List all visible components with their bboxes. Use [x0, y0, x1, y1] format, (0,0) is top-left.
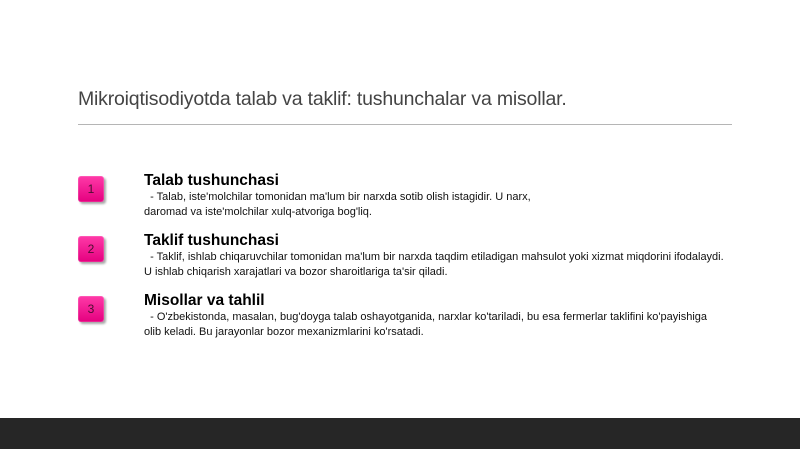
number-badge-label: 3: [87, 302, 95, 316]
item-heading: Taklif tushunchasi: [144, 232, 279, 249]
item-body: - O'zbekistonda, masalan, bug'doyga talab oshayotganida, narxlar ko'tariladi, bu esa fermerlar taklifini ko'payishiga olib keladi. Bu jarayonlar bozor mexanizmlarini ko'rsatadi.: [144, 311, 711, 338]
number-badge: [78, 176, 104, 202]
item-heading: Misollar va tahlil: [144, 292, 265, 309]
number-badge-label: 1: [87, 182, 95, 196]
item-body: - Taklif, ishlab chiqaruvchilar tomonidan ma'lum bir narxda taqdim etiladigan mahsulot yoki xizmat miqdorini ifodalaydi. U ishlab chiqarish xarajatlari va bozor sharoitlariga ta'sir qiladi.: [144, 251, 727, 278]
footer-bar: [0, 418, 800, 449]
title-divider: [78, 124, 732, 125]
number-badge-label: 2: [87, 242, 95, 256]
item-heading: Talab tushunchasi: [144, 172, 279, 189]
slide-title: Mikroiqtisodiyotda talab va taklif: tushunchalar va misollar.: [78, 88, 567, 110]
item-body: - Talab, iste'molchilar tomonidan ma'lum bir narxda sotib olish istagidir. U narx, daromad va iste'molchilar xulq-atvoriga bog'liq.: [144, 191, 534, 218]
number-badge: [78, 236, 104, 262]
number-badge: [78, 296, 104, 322]
